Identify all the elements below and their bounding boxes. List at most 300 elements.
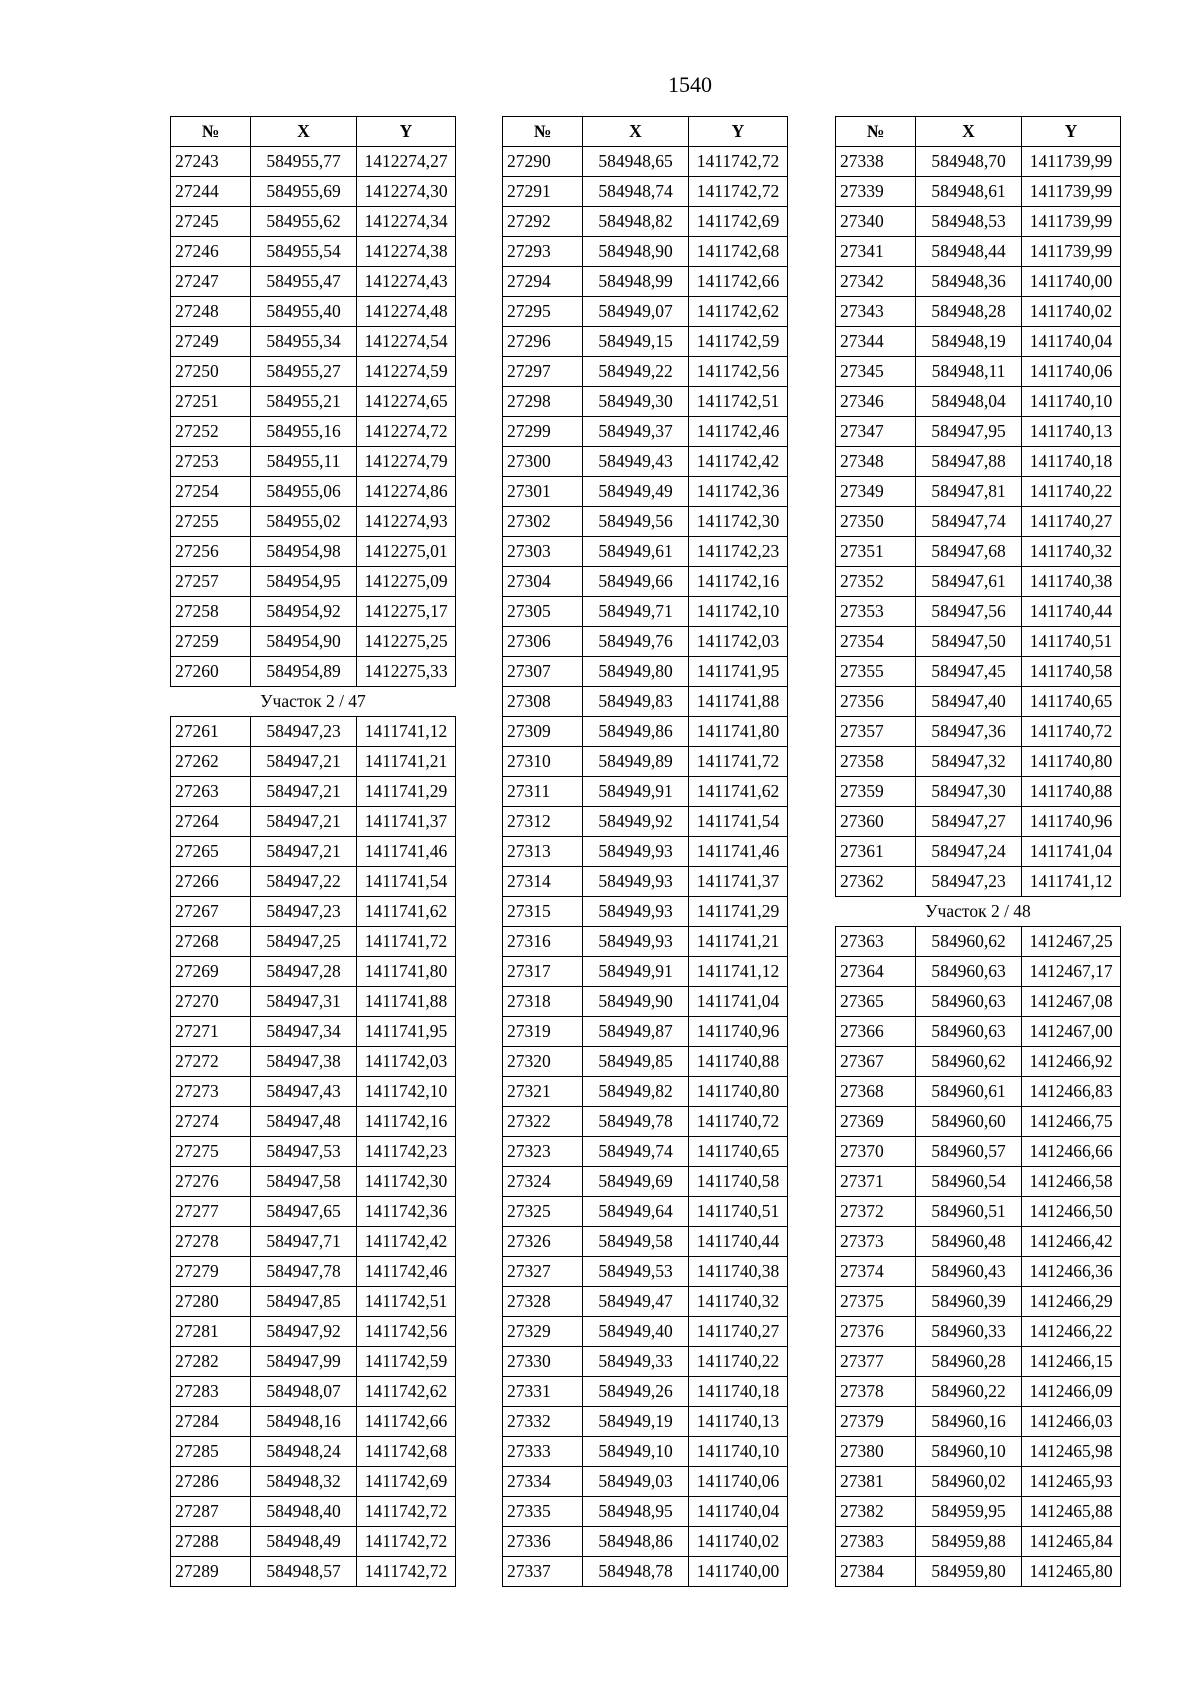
table-row — [503, 447, 788, 477]
x-coordinate: 584949,40 — [583, 1317, 689, 1347]
y-coordinate: 1411741,04 — [1022, 837, 1121, 867]
y-coordinate: 1411740,65 — [689, 1137, 788, 1167]
point-number: 27292 — [503, 207, 583, 237]
y-coordinate: 1411740,06 — [689, 1467, 788, 1497]
table-row — [503, 657, 788, 687]
point-number: 27334 — [503, 1467, 583, 1497]
x-coordinate: 584960,63 — [916, 957, 1022, 987]
table-row — [836, 1257, 1121, 1287]
y-coordinate: 1411741,80 — [357, 957, 456, 987]
table-row — [836, 567, 1121, 597]
y-coordinate: 1412274,43 — [357, 267, 456, 297]
table-row — [836, 357, 1121, 387]
y-coordinate: 1411742,69 — [357, 1467, 456, 1497]
table-row — [836, 1527, 1121, 1557]
y-coordinate: 1411742,16 — [357, 1107, 456, 1137]
x-coordinate: 584949,37 — [583, 417, 689, 447]
y-coordinate: 1411742,23 — [689, 537, 788, 567]
table-row — [503, 1077, 788, 1107]
section-row — [171, 687, 456, 717]
x-coordinate: 584947,40 — [916, 687, 1022, 717]
table-row — [171, 957, 456, 987]
point-number: 27377 — [836, 1347, 916, 1377]
point-number: 27243 — [171, 147, 251, 177]
table-row — [836, 687, 1121, 717]
table-row — [171, 807, 456, 837]
x-coordinate: 584948,04 — [916, 387, 1022, 417]
table-row — [503, 987, 788, 1017]
point-number: 27356 — [836, 687, 916, 717]
table-row — [503, 1227, 788, 1257]
point-number: 27258 — [171, 597, 251, 627]
x-coordinate: 584959,80 — [916, 1557, 1022, 1587]
y-coordinate: 1411740,72 — [689, 1107, 788, 1137]
point-number: 27331 — [503, 1377, 583, 1407]
y-coordinate: 1411740,72 — [1022, 717, 1121, 747]
point-number: 27286 — [171, 1467, 251, 1497]
x-coordinate: 584954,90 — [251, 627, 357, 657]
y-coordinate: 1411742,30 — [689, 507, 788, 537]
table-row — [171, 1437, 456, 1467]
point-number: 27321 — [503, 1077, 583, 1107]
x-coordinate: 584960,51 — [916, 1197, 1022, 1227]
point-number: 27270 — [171, 987, 251, 1017]
x-coordinate: 584947,95 — [916, 417, 1022, 447]
y-coordinate: 1411740,58 — [1022, 657, 1121, 687]
point-number: 27368 — [836, 1077, 916, 1107]
point-number: 27339 — [836, 177, 916, 207]
x-coordinate: 584955,77 — [251, 147, 357, 177]
y-coordinate: 1411741,37 — [357, 807, 456, 837]
x-coordinate: 584960,16 — [916, 1407, 1022, 1437]
y-coordinate: 1412274,79 — [357, 447, 456, 477]
x-coordinate: 584955,27 — [251, 357, 357, 387]
x-coordinate: 584949,26 — [583, 1377, 689, 1407]
table-row — [171, 987, 456, 1017]
y-coordinate: 1411742,36 — [357, 1197, 456, 1227]
y-coordinate: 1412274,30 — [357, 177, 456, 207]
point-number: 27347 — [836, 417, 916, 447]
table-row — [836, 1347, 1121, 1377]
x-coordinate: 584947,92 — [251, 1317, 357, 1347]
section-row — [836, 897, 1121, 927]
y-coordinate: 1411742,56 — [689, 357, 788, 387]
table-row — [171, 657, 456, 687]
table-row — [503, 777, 788, 807]
table-row — [836, 1017, 1121, 1047]
point-number: 27287 — [171, 1497, 251, 1527]
y-coordinate: 1411742,59 — [357, 1347, 456, 1377]
table-row — [503, 927, 788, 957]
point-number: 27269 — [171, 957, 251, 987]
point-number: 27282 — [171, 1347, 251, 1377]
table-row — [171, 1467, 456, 1497]
point-number: 27256 — [171, 537, 251, 567]
x-coordinate: 584947,25 — [251, 927, 357, 957]
table-row — [836, 957, 1121, 987]
point-number: 27244 — [171, 177, 251, 207]
point-number: 27365 — [836, 987, 916, 1017]
x-coordinate: 584959,88 — [916, 1527, 1022, 1557]
table-row — [836, 627, 1121, 657]
y-coordinate: 1411741,54 — [357, 867, 456, 897]
x-coordinate: 584948,65 — [583, 147, 689, 177]
x-coordinate: 584949,56 — [583, 507, 689, 537]
point-number: 27336 — [503, 1527, 583, 1557]
point-number: 27288 — [171, 1527, 251, 1557]
x-coordinate: 584949,89 — [583, 747, 689, 777]
x-coordinate: 584955,54 — [251, 237, 357, 267]
table-row — [836, 1317, 1121, 1347]
table-row — [171, 1107, 456, 1137]
point-number: 27361 — [836, 837, 916, 867]
point-number: 27378 — [836, 1377, 916, 1407]
y-coordinate: 1411742,10 — [357, 1077, 456, 1107]
x-coordinate: 584949,07 — [583, 297, 689, 327]
point-number: 27259 — [171, 627, 251, 657]
y-coordinate: 1411741,29 — [357, 777, 456, 807]
y-coordinate: 1411740,22 — [1022, 477, 1121, 507]
table-row — [171, 1167, 456, 1197]
point-number: 27277 — [171, 1197, 251, 1227]
table-row — [503, 417, 788, 447]
x-coordinate: 584947,21 — [251, 837, 357, 867]
y-coordinate: 1412275,25 — [357, 627, 456, 657]
x-coordinate: 584949,22 — [583, 357, 689, 387]
point-number: 27291 — [503, 177, 583, 207]
point-number: 27354 — [836, 627, 916, 657]
y-coordinate: 1412466,83 — [1022, 1077, 1121, 1107]
y-coordinate: 1411740,18 — [689, 1377, 788, 1407]
y-coordinate: 1411742,68 — [357, 1437, 456, 1467]
table-row — [503, 807, 788, 837]
table-row — [171, 297, 456, 327]
point-number: 27318 — [503, 987, 583, 1017]
x-coordinate: 584948,99 — [583, 267, 689, 297]
x-coordinate: 584949,91 — [583, 777, 689, 807]
table-row — [171, 1347, 456, 1377]
point-number: 27306 — [503, 627, 583, 657]
point-number: 27323 — [503, 1137, 583, 1167]
header-y: Y — [357, 117, 456, 147]
table-row — [503, 537, 788, 567]
y-coordinate: 1411741,54 — [689, 807, 788, 837]
y-coordinate: 1411742,23 — [357, 1137, 456, 1167]
y-coordinate: 1411742,42 — [357, 1227, 456, 1257]
x-coordinate: 584948,07 — [251, 1377, 357, 1407]
table-row — [171, 1527, 456, 1557]
x-coordinate: 584947,24 — [916, 837, 1022, 867]
point-number: 27315 — [503, 897, 583, 927]
table-row — [171, 1257, 456, 1287]
table-row — [503, 1347, 788, 1377]
point-number: 27274 — [171, 1107, 251, 1137]
y-coordinate: 1411740,04 — [689, 1497, 788, 1527]
table-row — [836, 927, 1121, 957]
x-coordinate: 584955,11 — [251, 447, 357, 477]
table-row — [503, 717, 788, 747]
point-number: 27309 — [503, 717, 583, 747]
x-coordinate: 584947,23 — [251, 717, 357, 747]
point-number: 27313 — [503, 837, 583, 867]
point-number: 27283 — [171, 1377, 251, 1407]
point-number: 27302 — [503, 507, 583, 537]
x-coordinate: 584948,44 — [916, 237, 1022, 267]
point-number: 27265 — [171, 837, 251, 867]
x-coordinate: 584948,32 — [251, 1467, 357, 1497]
y-coordinate: 1411742,62 — [357, 1377, 456, 1407]
y-coordinate: 1411739,99 — [1022, 147, 1121, 177]
point-number: 27303 — [503, 537, 583, 567]
table-row — [503, 1527, 788, 1557]
x-coordinate: 584948,24 — [251, 1437, 357, 1467]
point-number: 27251 — [171, 387, 251, 417]
x-coordinate: 584949,78 — [583, 1107, 689, 1137]
y-coordinate: 1412465,84 — [1022, 1527, 1121, 1557]
table-row — [836, 1137, 1121, 1167]
point-number: 27278 — [171, 1227, 251, 1257]
x-coordinate: 584947,81 — [916, 477, 1022, 507]
table-row — [503, 1257, 788, 1287]
table-row — [171, 447, 456, 477]
x-coordinate: 584949,92 — [583, 807, 689, 837]
point-number: 27273 — [171, 1077, 251, 1107]
y-coordinate: 1411742,68 — [689, 237, 788, 267]
header-x: X — [251, 117, 357, 147]
y-coordinate: 1411740,44 — [689, 1227, 788, 1257]
point-number: 27255 — [171, 507, 251, 537]
y-coordinate: 1412274,65 — [357, 387, 456, 417]
y-coordinate: 1411741,46 — [689, 837, 788, 867]
y-coordinate: 1411741,88 — [689, 687, 788, 717]
table-row — [503, 897, 788, 927]
y-coordinate: 1411741,21 — [689, 927, 788, 957]
y-coordinate: 1411740,02 — [1022, 297, 1121, 327]
table-row — [836, 717, 1121, 747]
table-row — [171, 927, 456, 957]
x-coordinate: 584949,58 — [583, 1227, 689, 1257]
y-coordinate: 1411740,00 — [1022, 267, 1121, 297]
point-number: 27319 — [503, 1017, 583, 1047]
y-coordinate: 1411740,10 — [1022, 387, 1121, 417]
table-row — [836, 417, 1121, 447]
table-row — [836, 207, 1121, 237]
y-coordinate: 1412275,17 — [357, 597, 456, 627]
y-coordinate: 1411742,66 — [689, 267, 788, 297]
y-coordinate: 1411740,80 — [1022, 747, 1121, 777]
y-coordinate: 1411741,72 — [689, 747, 788, 777]
x-coordinate: 584948,74 — [583, 177, 689, 207]
point-number: 27275 — [171, 1137, 251, 1167]
point-number: 27246 — [171, 237, 251, 267]
table-row — [503, 1137, 788, 1167]
x-coordinate: 584949,03 — [583, 1467, 689, 1497]
table-row — [503, 297, 788, 327]
x-coordinate: 584954,98 — [251, 537, 357, 567]
x-coordinate: 584948,78 — [583, 1557, 689, 1587]
table-row — [836, 387, 1121, 417]
table-row — [171, 177, 456, 207]
x-coordinate: 584960,48 — [916, 1227, 1022, 1257]
y-coordinate: 1411742,59 — [689, 327, 788, 357]
x-coordinate: 584954,89 — [251, 657, 357, 687]
table-row — [503, 687, 788, 717]
table-row — [836, 1197, 1121, 1227]
point-number: 27360 — [836, 807, 916, 837]
y-coordinate: 1412274,93 — [357, 507, 456, 537]
point-number: 27317 — [503, 957, 583, 987]
x-coordinate: 584955,02 — [251, 507, 357, 537]
x-coordinate: 584947,21 — [251, 807, 357, 837]
point-number: 27375 — [836, 1287, 916, 1317]
y-coordinate: 1412274,54 — [357, 327, 456, 357]
x-coordinate: 584949,80 — [583, 657, 689, 687]
x-coordinate: 584949,69 — [583, 1167, 689, 1197]
table-row — [503, 1197, 788, 1227]
table-row — [171, 147, 456, 177]
x-coordinate: 584947,74 — [916, 507, 1022, 537]
table-row — [171, 867, 456, 897]
table-row — [171, 1137, 456, 1167]
y-coordinate: 1411741,80 — [689, 717, 788, 747]
x-coordinate: 584947,43 — [251, 1077, 357, 1107]
y-coordinate: 1411740,96 — [689, 1017, 788, 1047]
x-coordinate: 584960,10 — [916, 1437, 1022, 1467]
y-coordinate: 1411742,62 — [689, 297, 788, 327]
point-number: 27371 — [836, 1167, 916, 1197]
x-coordinate: 584949,49 — [583, 477, 689, 507]
point-number: 27293 — [503, 237, 583, 267]
y-coordinate: 1411740,02 — [689, 1527, 788, 1557]
x-coordinate: 584947,85 — [251, 1287, 357, 1317]
x-coordinate: 584949,61 — [583, 537, 689, 567]
point-number: 27276 — [171, 1167, 251, 1197]
point-number: 27379 — [836, 1407, 916, 1437]
table-row — [503, 867, 788, 897]
x-coordinate: 584955,34 — [251, 327, 357, 357]
x-coordinate: 584949,93 — [583, 897, 689, 927]
x-coordinate: 584948,40 — [251, 1497, 357, 1527]
y-coordinate: 1411739,99 — [1022, 177, 1121, 207]
x-coordinate: 584947,27 — [916, 807, 1022, 837]
x-coordinate: 584949,87 — [583, 1017, 689, 1047]
y-coordinate: 1412466,03 — [1022, 1407, 1121, 1437]
point-number: 27381 — [836, 1467, 916, 1497]
table-header-row — [503, 117, 788, 147]
x-coordinate: 584949,30 — [583, 387, 689, 417]
y-coordinate: 1412467,25 — [1022, 927, 1121, 957]
x-coordinate: 584947,68 — [916, 537, 1022, 567]
y-coordinate: 1411740,65 — [1022, 687, 1121, 717]
table-row — [171, 1317, 456, 1347]
table-row — [836, 837, 1121, 867]
x-coordinate: 584949,10 — [583, 1437, 689, 1467]
table-row — [836, 237, 1121, 267]
y-coordinate: 1411741,62 — [357, 897, 456, 927]
header-num: № — [171, 117, 251, 147]
x-coordinate: 584947,61 — [916, 567, 1022, 597]
point-number: 27369 — [836, 1107, 916, 1137]
y-coordinate: 1412275,01 — [357, 537, 456, 567]
y-coordinate: 1412466,22 — [1022, 1317, 1121, 1347]
y-coordinate: 1411741,12 — [1022, 867, 1121, 897]
y-coordinate: 1411741,29 — [689, 897, 788, 927]
header-num: № — [503, 117, 583, 147]
x-coordinate: 584947,28 — [251, 957, 357, 987]
y-coordinate: 1412465,88 — [1022, 1497, 1121, 1527]
point-number: 27254 — [171, 477, 251, 507]
x-coordinate: 584949,82 — [583, 1077, 689, 1107]
x-coordinate: 584949,33 — [583, 1347, 689, 1377]
x-coordinate: 584948,36 — [916, 267, 1022, 297]
point-number: 27346 — [836, 387, 916, 417]
x-coordinate: 584948,95 — [583, 1497, 689, 1527]
y-coordinate: 1411740,38 — [1022, 567, 1121, 597]
point-number: 27307 — [503, 657, 583, 687]
x-coordinate: 584949,86 — [583, 717, 689, 747]
x-coordinate: 584948,70 — [916, 147, 1022, 177]
point-number: 27268 — [171, 927, 251, 957]
table-row — [171, 717, 456, 747]
y-coordinate: 1411742,46 — [357, 1257, 456, 1287]
table-row — [836, 807, 1121, 837]
x-coordinate: 584947,21 — [251, 777, 357, 807]
x-coordinate: 584947,38 — [251, 1047, 357, 1077]
point-number: 27352 — [836, 567, 916, 597]
x-coordinate: 584947,88 — [916, 447, 1022, 477]
point-number: 27299 — [503, 417, 583, 447]
point-number: 27364 — [836, 957, 916, 987]
table-row — [171, 507, 456, 537]
y-coordinate: 1411741,37 — [689, 867, 788, 897]
point-number: 27327 — [503, 1257, 583, 1287]
table-row — [171, 267, 456, 297]
point-number: 27281 — [171, 1317, 251, 1347]
y-coordinate: 1411741,46 — [357, 837, 456, 867]
table-row — [836, 1077, 1121, 1107]
table-row — [836, 1107, 1121, 1137]
table-row — [171, 1197, 456, 1227]
table-row — [836, 177, 1121, 207]
table-row — [171, 1497, 456, 1527]
point-number: 27384 — [836, 1557, 916, 1587]
point-number: 27280 — [171, 1287, 251, 1317]
coordinates-table-3 — [835, 116, 1121, 1587]
table-row — [503, 837, 788, 867]
point-number: 27363 — [836, 927, 916, 957]
point-number: 27355 — [836, 657, 916, 687]
x-coordinate: 584948,28 — [916, 297, 1022, 327]
x-coordinate: 584949,90 — [583, 987, 689, 1017]
table-row — [503, 237, 788, 267]
section-label: Участок 2 / 47 — [171, 687, 456, 717]
point-number: 27359 — [836, 777, 916, 807]
y-coordinate: 1411742,16 — [689, 567, 788, 597]
y-coordinate: 1411740,04 — [1022, 327, 1121, 357]
y-coordinate: 1412466,58 — [1022, 1167, 1121, 1197]
y-coordinate: 1411742,72 — [357, 1497, 456, 1527]
point-number: 27267 — [171, 897, 251, 927]
point-number: 27304 — [503, 567, 583, 597]
x-coordinate: 584947,23 — [251, 897, 357, 927]
x-coordinate: 584955,69 — [251, 177, 357, 207]
y-coordinate: 1411742,72 — [689, 147, 788, 177]
table-row — [836, 1047, 1121, 1077]
table-row — [503, 387, 788, 417]
y-coordinate: 1412466,75 — [1022, 1107, 1121, 1137]
y-coordinate: 1412274,72 — [357, 417, 456, 447]
y-coordinate: 1411742,51 — [689, 387, 788, 417]
